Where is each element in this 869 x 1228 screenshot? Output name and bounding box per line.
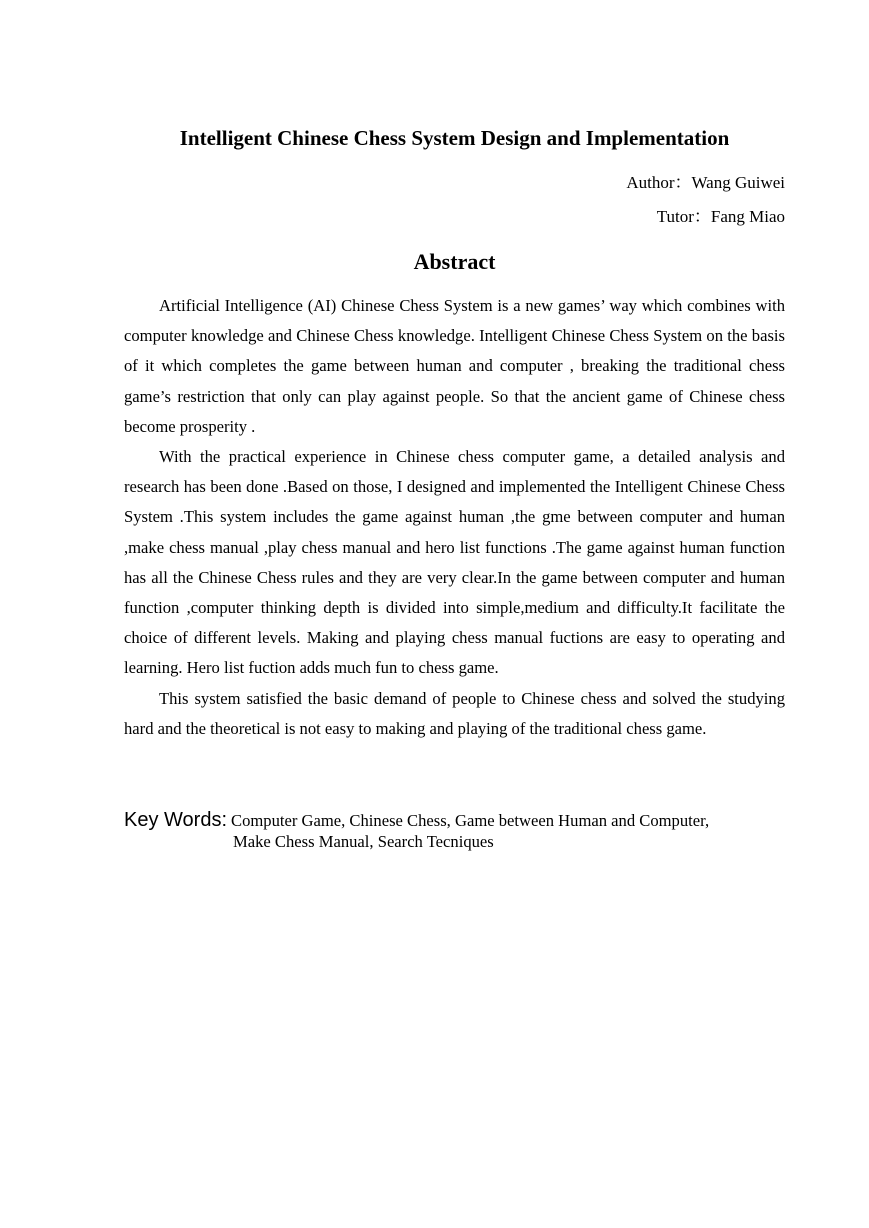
keywords-label: Key Words:: [124, 809, 227, 831]
keywords-list: [231, 810, 709, 852]
abstract-heading: Abstract: [413, 249, 496, 274]
abstract-paragraph-2: With the practical experience in Chinese chess computer game, a detailed analysis and research has been done .Based on those, I designed and implemented the Intelligent Chinese Chess System .This system includes the game against human ,the gme between computer and human ,make chess manual ,play chess manual and hero list functions .The game against human function has all the Chinese Chess rules and they are very clear.In the game between computer and human function ,computer thinking depth is divided into simple,medium and difficulty.It facilitate the choice of different levels. Making and playing chess manual fuctions are easy to operating and learning. Hero list fuction adds much fun to chess game.: [124, 447, 785, 678]
abstract-paragraph-3: This system satisfied the basic demand of people to Chinese chess and solved the studying hard and the theoretical is not easy to making and playing of the traditional chess game.: [124, 688, 785, 738]
keywords-block: [124, 808, 785, 852]
abstract-paragraph-1: Artificial Intelligence (AI) Chinese Chess System is a new games’ way which combines with computer knowledge and Chinese Chess knowledge. Intelligent Chinese Chess System on the basis of it which completes the game between human and computer , breaking the traditional chess game’s restriction that only can play against people. So that the ancient game of Chinese chess become prosperity .: [124, 296, 785, 436]
keywords-line-1: Computer Game, Chinese Chess, Game between Human and Computer,: [231, 811, 710, 830]
tutor-line: Tutor：Fang Miao: [656, 207, 785, 226]
abstract-body: [124, 291, 785, 744]
paper-title: Intelligent Chinese Chess System Design and Implementation: [179, 126, 730, 150]
keywords-line-2: Make Chess Manual, Search Tecniques: [233, 832, 494, 851]
author-line: Author：Wang Guiwei: [626, 173, 785, 192]
